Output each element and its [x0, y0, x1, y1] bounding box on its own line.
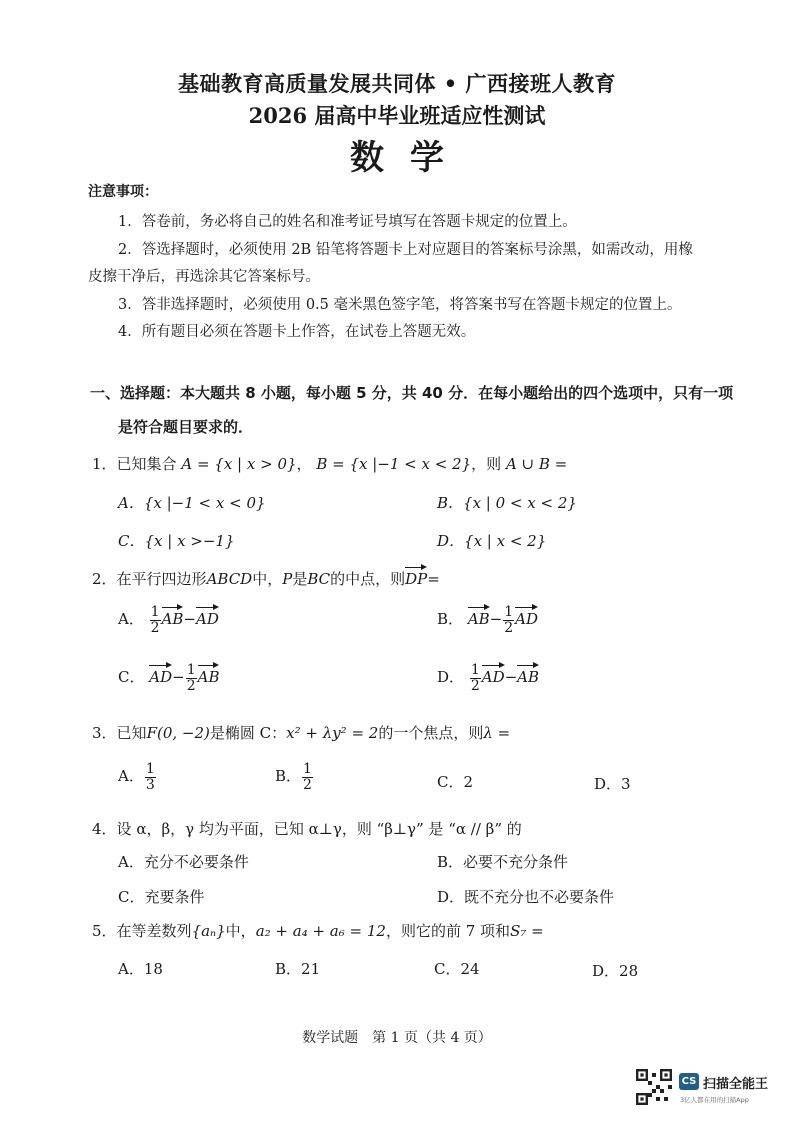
fraction-half: $\frac{1}{2}$: [504, 603, 514, 636]
question-1-stem: 1．已知集合 A = {x | x > 0}， B = {x |−1 < x < 2}，则 A ∪ B =: [92, 455, 568, 473]
question-2-stem: 2．在平行四边形ABCD中，P是BC的中点，则DP=: [92, 564, 440, 589]
fraction-half: $\frac{1}{2}$: [150, 603, 160, 636]
q1-option-c: C．{x | x >−1}: [118, 532, 235, 550]
question-3-stem: 3．已知F(0, −2)是椭圆 C：x² + λy² = 2的一个焦点，则λ =: [92, 724, 511, 742]
q5-option-a: A．18: [118, 960, 163, 978]
section-heading: 一、选择题：本大题共 8 小题，每小题 5 分，共 40 分．在每小题给出的四个选项中，只有一项: [90, 384, 734, 402]
exam-title: 2026 届高中毕业班适应性测试: [248, 103, 546, 128]
question-number: 2．: [92, 570, 117, 588]
set-a: A = {x | x > 0}: [181, 455, 297, 473]
q4-option-b: B．必要不充分条件: [437, 853, 569, 871]
question-number: 4．: [92, 820, 117, 838]
camscanner-logo-icon: CS: [679, 1073, 699, 1090]
q3-option-d: D．3: [594, 775, 631, 793]
q2-option-c: C． AD− $\frac{1}{2}$ AB: [118, 661, 220, 694]
q3-option-a: A． $\frac{1}{3}$: [118, 761, 155, 793]
notice-title: 注意事项：: [88, 184, 158, 200]
camscanner-name: 扫描全能王: [703, 1077, 769, 1092]
q4-option-c: C．充要条件: [118, 888, 205, 906]
page-footer: 数学试题 第 1 页（共 4 页）: [302, 1030, 492, 1046]
qr-code-icon: [636, 1069, 672, 1105]
set-b: B = {x |−1 < x < 2}: [316, 455, 472, 473]
fraction-half: $\frac{1}{2}$: [186, 661, 196, 694]
camscanner-tagline: 3亿人都在用的扫描App: [680, 1096, 749, 1104]
question-5-stem: 5．在等差数列{aₙ}中，a₂ + a₄ + a₆ = 12，则它的前 7 项和S₇ =: [92, 922, 544, 940]
q1-option-b: B．{x | 0 < x < 2}: [437, 494, 577, 512]
q2-option-d: D． $\frac{1}{2}$ AD−AB: [437, 661, 540, 694]
q5-option-d: D．28: [592, 962, 639, 980]
union-expr: A ∪ B =: [505, 455, 568, 473]
notice-item-1: 1．答卷前，务必将自己的姓名和准考证号填写在答题卡规定的位置上。: [118, 214, 577, 230]
q2-option-b: B． AB− $\frac{1}{2}$ AD: [437, 603, 539, 636]
notice-item-2: 2．答选择题时，必须使用 2B 铅笔将答题卡上对应题目的答案标号涂黑，如需改动，用橡: [118, 242, 693, 258]
vector-dp: DP: [405, 564, 427, 588]
question-4-stem: 4．设 α，β，γ 均为平面，已知 α⊥γ，则 “β⊥γ” 是 “α // β” 的: [92, 820, 522, 838]
q3-option-c: C．2: [437, 773, 474, 791]
q1-option-a: A．{x |−1 < x < 0}: [118, 494, 266, 512]
q5-option-c: C．24: [434, 960, 480, 978]
q3-option-b: B． $\frac{1}{2}$: [275, 761, 312, 793]
question-number: 3．: [92, 724, 117, 742]
q1-option-d: D．{x | x < 2}: [437, 532, 547, 550]
q5-option-b: B．21: [275, 960, 321, 978]
fraction-half: $\frac{1}{2}$: [470, 661, 480, 694]
question-number: 1．: [92, 455, 117, 473]
notice-item-2-cont: 皮擦干净后，再选涂其它答案标号。: [88, 269, 320, 285]
exam-organizer-title: 基础教育高质量发展共同体 • 广西接班人教育: [177, 71, 617, 96]
subject-title: 数学: [350, 138, 470, 178]
question-number: 5．: [92, 922, 117, 940]
q2-option-a: A． $\frac{1}{2}$ AB−AD: [118, 603, 219, 636]
q4-option-a: A．充分不必要条件: [118, 853, 249, 871]
notice-item-3: 3．答非选择题时，必须使用 0.5 毫米黑色签字笔，将答案书写在答题卡规定的位置上。: [118, 297, 682, 313]
q4-option-d: D．既不充分也不必要条件: [437, 888, 615, 906]
section-heading-cont: 是符合题目要求的．: [118, 418, 254, 436]
notice-item-4: 4．所有题目必须在答题卡上作答，在试卷上答题无效。: [118, 324, 476, 340]
